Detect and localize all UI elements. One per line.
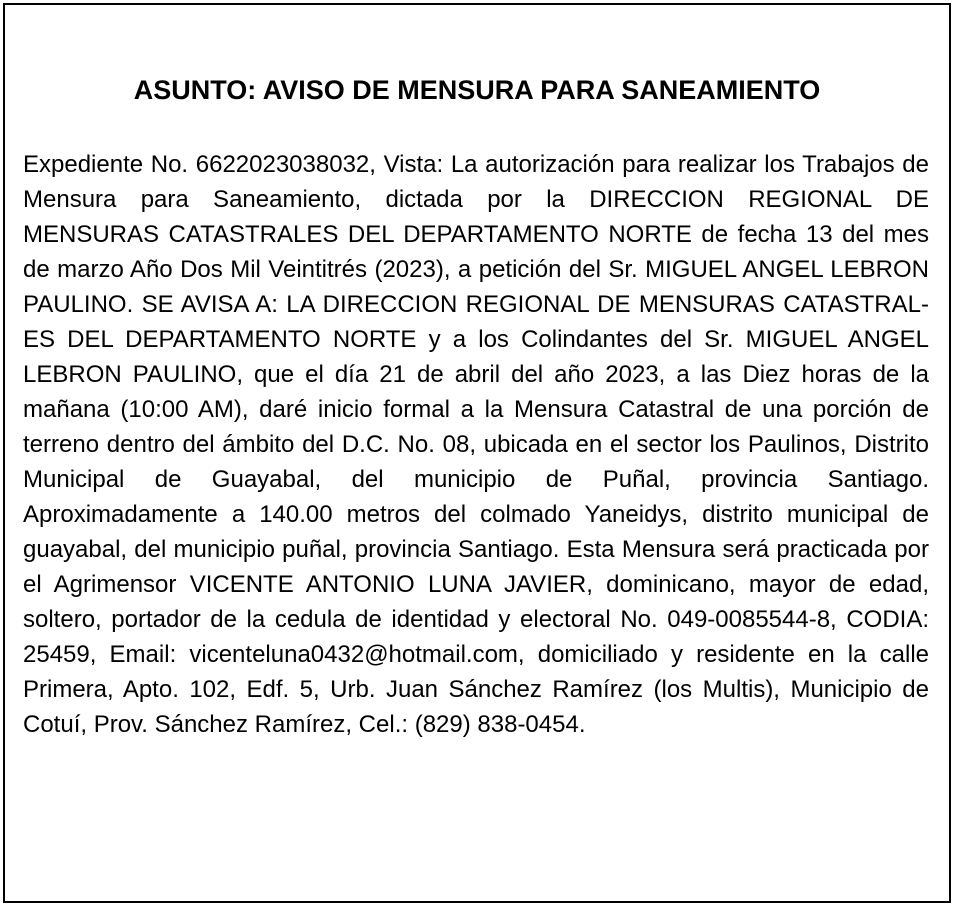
notice-body: Expediente No. 6622023038032, Vista: La autorización para realizar los Trabajos de Mensura para Saneamiento, dictada por la DIRECCION REGIONAL DE MENSURAS CATASTRALES DEL DEPARTAMENTO NORTE de fecha 13 del mes de marzo Año Dos Mil Veintitrés (2023), a petición del Sr. MIGUEL ANGEL LEBRON PAULINO. SE AVISA A: LA DIRECCION REGIONAL DE MENSURAS CATASTRALES DEL DEPARTAMENTO NORTE y a los Colindantes del Sr. MIGUEL ANGEL LEBRON PAULINO, que el día 21 de abril del año 2023, a las Diez horas de la mañana (10:00 AM), daré inicio formal a la Mensura Catastral de una porción de terreno dentro del ámbito del D.C. No. 08, ubicada en el sector los Paulinos, Distrito Municipal de Guayabal, del municipio de Puñal, provincia Santiago. Aproximadamente a 140.00 metros del colmado Yaneidys, distrito municipal de guayabal, del municipio puñal, provincia Santiago. Esta Mensura será practicada por el Agrimensor VICENTE ANTONIO LUNA JAVIER, dominicano, mayor de edad, soltero, portador de la cedula de identidad y electoral No. 049-0085544-8, CODIA: 25459, Email: vicenteluna0432@hotmail.com, domiciliado y residente en la calle Primera, Apto. 102, Edf. 5, Urb. Juan Sánchez Ramírez (los Multis), Municipio de Cotuí, Prov. Sánchez Ramírez, Cel.: (829) 838-0454. bbox=[23, 151, 929, 738]
notice-title: ASUNTO: AVISO DE MENSURA PARA SANEAMIENTO bbox=[133, 75, 821, 105]
notice-box bbox=[3, 3, 951, 903]
